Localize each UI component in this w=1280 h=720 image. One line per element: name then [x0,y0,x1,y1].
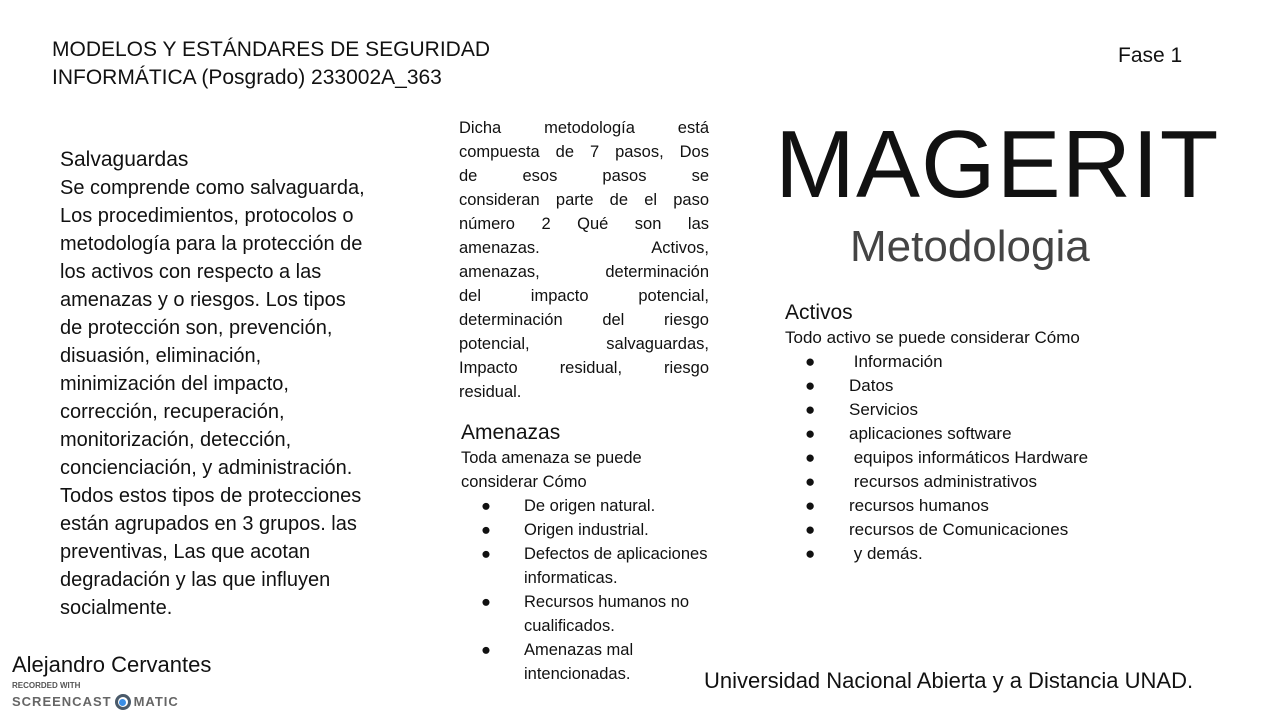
activo-item [785,542,1088,566]
salvaguardas-body [60,174,365,622]
methodology-line: amenazas. Activos, [459,239,709,257]
activo-item [785,350,1088,374]
activo-item-text: recursos de Comunicaciones [849,520,1069,539]
activo-item-text: equipos informáticos Hardware [849,448,1089,467]
university-name: Universidad Nacional Abierta y a Distancia UNAD. [704,668,1194,693]
methodology-line: amenazas, determinación [459,263,709,281]
amenaza-item [461,494,707,518]
phase-label: Fase 1 [1118,44,1183,67]
amenaza-item [461,638,707,686]
salvaguardas-line: concienciación, y administración. [60,457,353,479]
bullet-icon: ● [805,424,816,443]
activo-item-text: recursos administrativos [849,472,1038,491]
bullet-icon: ● [805,472,816,491]
methodology-line: de esos pasos se [459,167,709,185]
amenaza-item [461,518,707,542]
bullet-icon: ● [481,641,491,659]
activos-section [785,300,1088,566]
salvaguardas-line: los activos con respecto a las [60,261,322,283]
bullet-icon: ● [481,521,491,539]
methodology-line: determinación del riesgo [459,311,709,329]
amenaza-item-text: De origen natural. [524,497,656,515]
methodology-line: potencial, salvaguardas, [459,335,709,353]
salvaguardas-line: disuasión, eliminación, [60,345,262,367]
salvaguardas-line: degradación y las que influyen [60,569,331,591]
record-icon [115,694,131,710]
amenazas-intro: considerar Cómo [461,473,587,491]
bullet-icon: ● [481,497,491,515]
activos-heading: Activos [785,301,853,324]
salvaguardas-line: monitorización, detección, [60,429,292,451]
methodology-line: consideran parte de el paso [459,191,709,209]
activo-item [785,422,1088,446]
methodology-line: residual. [459,383,522,401]
activo-item-text: Servicios [849,400,918,419]
salvaguardas-line: Se comprende como salvaguarda, [60,177,365,199]
activo-item-text: Información [849,352,943,371]
activo-item-text: recursos humanos [849,496,989,515]
bullet-icon: ● [805,544,816,563]
activo-item [785,470,1088,494]
salvaguardas-heading: Salvaguardas [60,148,189,171]
activos-list [785,350,1088,566]
watermark-recorded-with: RECORDED WITH [12,681,81,690]
title-line: MODELOS Y ESTÁNDARES DE SEGURIDAD [52,38,490,61]
salvaguardas-line: Los procedimientos, protocolos o [60,205,354,227]
bullet-icon: ● [481,545,491,563]
activo-item [785,518,1088,542]
bullet-icon: ● [805,520,816,539]
salvaguardas-line: preventivas, Las que acotan [60,541,311,563]
bullet-icon: ● [805,352,816,371]
salvaguardas-line: amenazas y o riesgos. Los tipos [60,289,346,311]
amenaza-item-text: cualificados. [524,617,615,635]
salvaguardas-line: de protección son, prevención, [60,317,333,339]
amenazas-intro: Toda amenaza se puede [461,449,642,467]
amenazas-heading: Amenazas [461,421,561,444]
amenaza-item-text: Amenazas mal [524,641,634,659]
methodology-line: del impacto potencial, [459,287,709,305]
salvaguardas-line: están agrupados en 3 grupos. las [60,513,357,535]
bullet-icon: ● [805,376,816,395]
salvaguardas-section [60,146,365,622]
salvaguardas-line: corrección, recuperación, [60,401,285,423]
methodology-line: compuesta de 7 pasos, Dos [459,143,709,161]
course-title [52,36,490,92]
amenaza-item-text: Recursos humanos no [524,593,690,611]
amenaza-item [461,542,707,590]
bullet-icon: ● [805,400,816,419]
amenazas-list [461,494,707,686]
activo-item [785,374,1088,398]
activo-item-text: y demás. [849,544,923,563]
magerit-title: MAGERIT [775,111,1220,218]
amenaza-item-text: Defectos de aplicaciones [524,545,708,563]
watermark-left: SCREENCAST [12,694,112,709]
author-name: Alejandro Cervantes [12,652,212,677]
title-line: INFORMÁTICA (Posgrado) 233002A_363 [52,66,442,89]
activos-intro: Todo activo se puede considerar Cómo [785,328,1080,347]
methodology-line: Dicha metodología está [459,119,709,137]
salvaguardas-line: Todos estos tipos de protecciones [60,485,362,507]
activo-item-text: aplicaciones software [849,424,1012,443]
amenaza-item-text: intencionadas. [524,665,631,683]
methodology-line: número 2 Qué son las [459,215,709,233]
bullet-icon: ● [805,496,816,515]
amenazas-section [461,420,707,686]
activo-item [785,398,1088,422]
salvaguardas-line: socialmente. [60,597,173,619]
bullet-icon: ● [805,448,816,467]
methodology-description [459,116,709,404]
watermark-right: MATIC [133,694,179,709]
amenaza-item-text: Origen industrial. [524,521,649,539]
activo-item-text: Datos [849,376,894,395]
metodologia-subtitle: Metodologia [850,222,1090,271]
amenaza-item-text: informaticas. [524,569,618,587]
activo-item [785,446,1088,470]
bullet-icon: ● [481,593,491,611]
amenaza-item [461,590,707,638]
activo-item [785,494,1088,518]
screencast-watermark [12,693,179,711]
salvaguardas-line: minimización del impacto, [60,373,289,395]
salvaguardas-line: metodología para la protección de [60,233,363,255]
methodology-line: Impacto residual, riesgo [459,359,709,377]
